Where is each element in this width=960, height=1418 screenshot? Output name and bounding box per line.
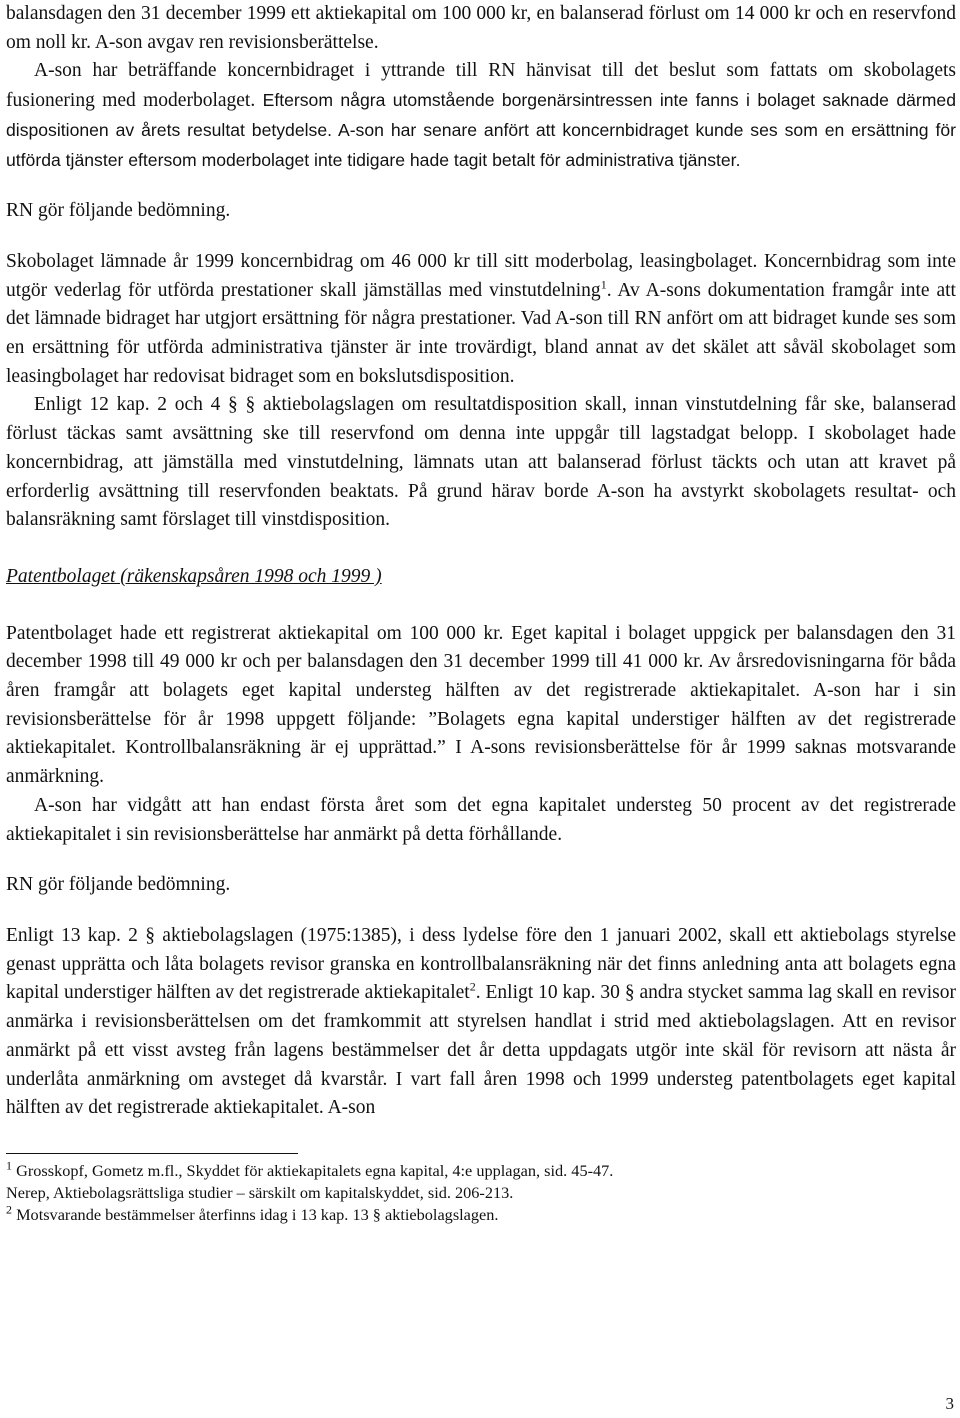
paragraph-text: A-son har beträffande koncernbidraget i yttrande till RN hänvisat till det beslut som fattats om skobolagets fusionering med moderbolaget. <box>6 60 956 112</box>
paragraph-text: . Av A-sons dokumentation framgår inte att det lämnade bidraget har utgjort ersättning för några prestationer. Vad A-son till RN anfört om att bidraget kunde ses som en ersättning för utförda administrativa tjänster är inte trovärdigt, bland annat av det skälet att såväl skobolaget som leasingbolaget har redovisat bidraget som en bokslutsdisposition. <box>6 279 956 387</box>
footnote-1-text: Grosskopf, Gometz m.fl., Skyddet för aktiekapitalets egna kapital, 4:e upplagan, sid. 45-47. <box>12 1160 614 1180</box>
section-heading-patent-company: Patentbolaget (räkenskapsåren 1998 och 1999 ) <box>6 565 382 587</box>
footnote-number-2: 2 <box>6 1202 12 1217</box>
footnote-1 <box>6 1160 956 1182</box>
footnote-2-text: Motsvarande bestämmelser återfinns idag i 13 kap. 13 § aktiebolagslagen. <box>12 1204 499 1224</box>
paragraph-admission: A-son har vidgått att han endast första året som det egna kapitalet understeg 50 procent av det registrerade aktiekapitalet i sin revisionsberättelse har anmärkt på detta förhållande. <box>6 794 956 845</box>
paragraph-group-contribution <box>6 57 956 175</box>
footnote-ref-2[interactable]: 2 <box>469 979 476 994</box>
paragraph-text: Enligt 13 kap. 2 § aktiebolagslagen (1975:1385), i dess lydelse före den 1 januari 2002, skall ett aktiebolags styrelse genast upprätta och låta bolagets revisor granska en kontrollbalansräkning när det finns anledning anta att bolagets egna kapital understiger hälften av det registrerade aktiekapitalet <box>6 924 956 1004</box>
paragraph-patent-capital: Patentbolaget hade ett registrerat aktiekapital om 100 000 kr. Eget kapital i bolaget uppgick per balansdagen den 31 december 1998 till 49 000 kr och per balansdagen den 31 december 1999 till 41 000 kr. Av årsredovisningarna för båda åren framgår att bolagets eget kapital understeg hälften av det registrerade aktiekapitalet. A-son har i sin revisionsberättelse för år 1998 uppgett följande: ”Bolagets egna kapital understiger hälften av det registrerade aktiekapitalet. Kontrollbalansräkning är ej upprättad.” I A-sons revisionsberättelse för år 1999 saknas motsvarande anmärkning. <box>6 622 956 788</box>
paragraph-text: . Enligt 10 kap. 30 § andra stycket samma lag skall en revisor anmärka i revisionsberättelsen om det framkommit att styrelsen handlat i strid med aktiebolagslagen. Att en revisor anmärkt på ett visst avsteg från lagens bestämmelser det år detta uppdagats utgör inte skäl för revisorn att nästa år underlåta anmärkning om avsteget då kvarstår. I vart fall åren 1998 och 1999 understeg patentbolagets eget kapital hälften av det registrerade aktiekapitalet. A-son <box>6 982 956 1119</box>
paragraph-balance-date: balansdagen den 31 december 1999 ett aktiekapital om 100 000 kr, en balanserad förlust om 14 000 kr och en reservfond om noll kr. A-son avgav ren revisionsberättelse. <box>6 3 956 53</box>
footnote-2 <box>6 1204 956 1226</box>
document-page <box>6 0 956 1226</box>
footnote-1-continued: Nerep, Aktiebolagsrättsliga studier – särskilt om kapitalskyddet, sid. 206-213. <box>6 1182 514 1202</box>
paragraph-shoe-company <box>6 248 956 392</box>
paragraph-text: Skobolaget lämnade år 1999 koncernbidrag om 46 000 kr till sitt moderbolag, leasingbolaget. Koncernbidrag som inte utgör vederlag för utförda prestationer skall jämställas med vinstutdelning <box>6 250 956 301</box>
footnote-ref-1[interactable]: 1 <box>600 277 607 292</box>
paragraph-result-disposition: Enligt 12 kap. 2 och 4 § § aktiebolagslagen om resultatdisposition skall, innan vinstutdelning får ske, balanserad förlust täckas samt avsättning ske till reservfond om denna inte uppgår till lagstadgat belopp. I skobolaget hade koncernbidrag, att jämställa med vinstutdelning, lämnats utan att balanserad förlust täckts och utan att kravet på erforderlig avsättning till reservfonden beaktats. På grund härav borde A-son ha avstyrkt skobolagets resultat- och balansräkning samt förslaget till vinstdisposition. <box>6 394 956 531</box>
paragraph-control-balance-sheet <box>6 922 956 1123</box>
page-number: 3 <box>945 1394 954 1413</box>
assessment-label-1: RN gör följande bedömning. <box>6 200 231 222</box>
assessment-label-2: RN gör följande bedömning. <box>6 874 231 896</box>
paragraph-text-sans: Eftersom några utomstående borgenärsintressen inte fanns i bolaget saknade därmed dispositionen av årets resultat betydelse. A-son har senare anfört att koncernbidraget kunde ses som en ersättning för utförda tjänster eftersom moderbolaget inte tidigare hade tagit betalt för administrativa tjänster. <box>6 90 956 170</box>
footnote-divider <box>6 1153 298 1154</box>
footnote-number-1: 1 <box>6 1158 12 1173</box>
